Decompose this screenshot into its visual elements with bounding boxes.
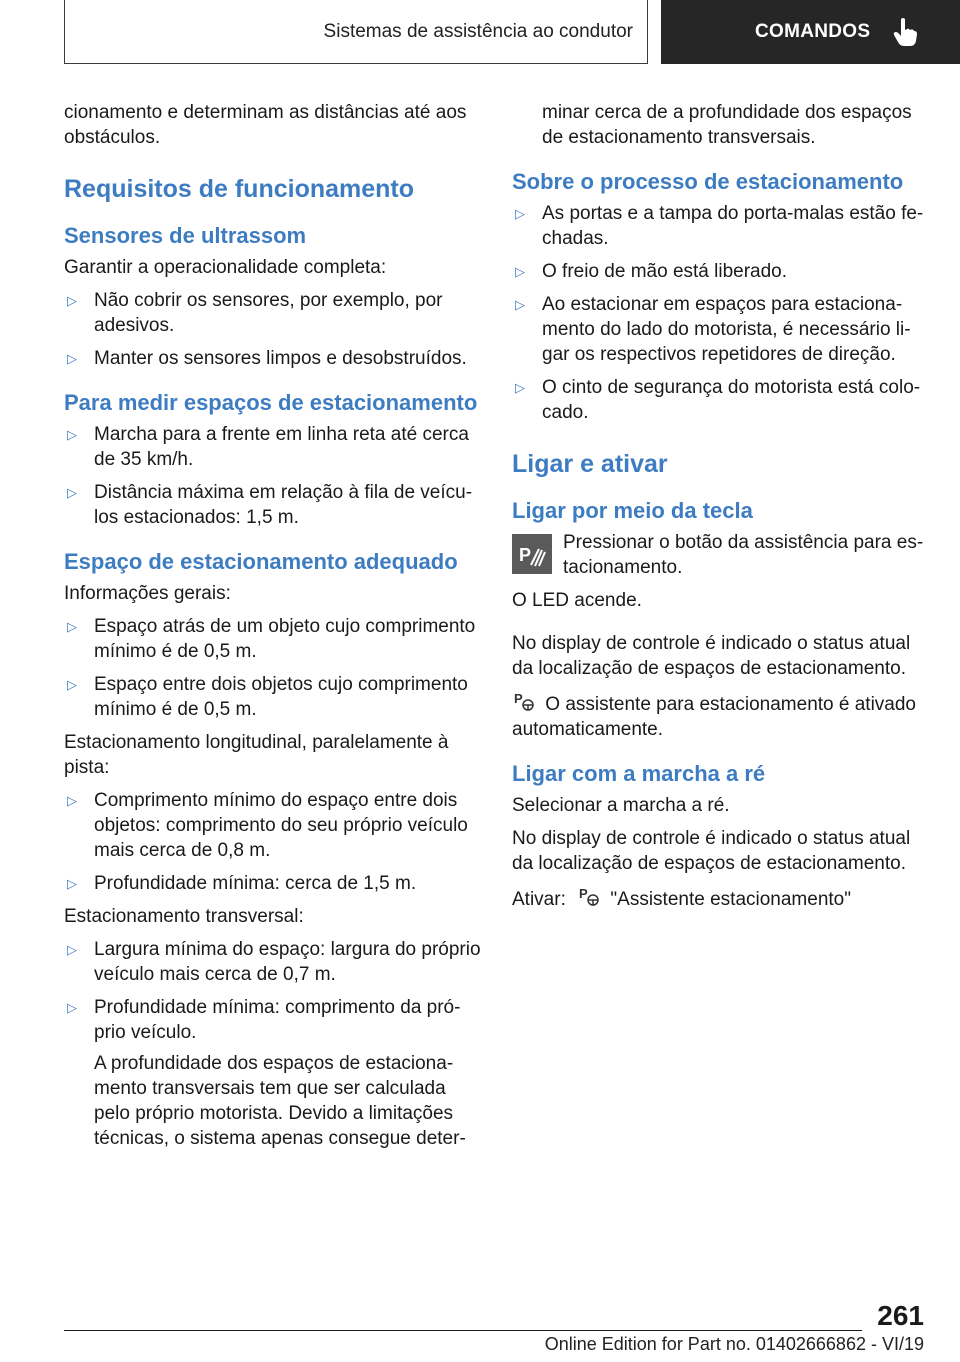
- header-chapter: [661, 0, 960, 64]
- heading-measure-spaces: Para medir espaços de estacionamento: [64, 390, 478, 415]
- activate-value: "Assistente estacionamento": [610, 889, 851, 910]
- svg-text:P: P: [519, 545, 532, 565]
- triangle-bullet-icon: ▷: [67, 793, 77, 808]
- edition-note: Online Edition for Part no. 01402666862 - VI/19: [544, 1334, 924, 1354]
- triangle-bullet-icon: ▷: [67, 876, 77, 891]
- paragraph: No display de controle é indicado o status atual da localização de espaços de estacionamento.: [512, 633, 911, 679]
- list-item: ▷ Comprimento mínimo do espaço entre dois objetos: comprimento do seu próprio veículo mais cerca de 0,8 m.: [64, 788, 484, 863]
- paragraph: Selecionar a marcha a ré.: [512, 795, 730, 816]
- list-item: ▷ Marcha para a frente em linha reta até cerca de 35 km/h.: [64, 422, 484, 472]
- activate-line: [512, 884, 927, 912]
- list-item: ▷ Largura mínima do espaço: largura do próprio veículo mais cerca de 0,7 m.: [64, 937, 484, 987]
- left-column: [64, 100, 484, 1159]
- paragraph: Pressionar o botão da assistência para es-tacionamento.: [563, 532, 924, 578]
- pointing-hand-icon: [892, 17, 918, 47]
- list-item: ▷ O cinto de segurança do motorista está colo-cado.: [512, 375, 927, 425]
- paragraph: Garantir a operacionalidade completa:: [64, 257, 387, 278]
- paragraph: cionamento e determinam as distâncias até aos obstáculos.: [64, 102, 467, 148]
- list-item: ▷ As portas e a tampa do porta-malas estão fe-chadas.: [512, 201, 927, 251]
- chapter-title: COMANDOS: [755, 21, 871, 42]
- page-number: 261: [877, 1300, 924, 1331]
- paragraph: Estacionamento longitudinal, paralelamente à pista:: [64, 732, 449, 778]
- list-item: ▷ Profundidade mínima: cerca de 1,5 m.: [64, 871, 484, 896]
- triangle-bullet-icon: ▷: [515, 206, 525, 221]
- list-item: ▷ Distância máxima em relação à fila de veícu-los estacionados: 1,5 m.: [64, 480, 484, 530]
- heading-requirements: Requisitos de funcionamento: [64, 175, 415, 203]
- triangle-bullet-icon: ▷: [67, 351, 77, 366]
- triangle-bullet-icon: ▷: [515, 297, 525, 312]
- activate-label: Ativar:: [512, 889, 566, 910]
- triangle-bullet-icon: ▷: [67, 1000, 77, 1015]
- header-section: [64, 0, 648, 64]
- paragraph: P O assistente para estacionamento é ativado automaticamente.: [512, 691, 917, 740]
- triangle-bullet-icon: ▷: [515, 264, 525, 279]
- heading-switch-on: Ligar e ativar: [512, 450, 668, 478]
- heading-suitable-space: Espaço de estacionamento adequado: [64, 549, 458, 574]
- list-item: ▷ O freio de mão está liberado.: [512, 259, 927, 284]
- triangle-bullet-icon: ▷: [67, 293, 77, 308]
- svg-text:P: P: [579, 886, 588, 901]
- paragraph: No display de controle é indicado o status atual da localização de espaços de estacionamento.: [512, 828, 911, 874]
- parking-assistant-symbol-icon: [571, 884, 605, 908]
- list-item: ▷ Espaço entre dois objetos cujo comprimento mínimo é de 0,5 m.: [64, 672, 484, 722]
- parking-assistant-symbol-icon: [512, 689, 540, 713]
- list-item: ▷ Manter os sensores limpos e desobstruídos.: [64, 346, 484, 371]
- right-column: [512, 100, 927, 920]
- paragraph: Estacionamento transversal:: [64, 906, 304, 927]
- button-instruction: [512, 530, 927, 580]
- list-note: A profundidade dos espaços de estaciona-mento transversais tem que ser calculada pelo próprio motorista. Devido a limitações técnicas, o sistema apenas consegue deter-: [94, 1053, 466, 1149]
- heading-switch-reverse: Ligar com a marcha a ré: [512, 761, 766, 786]
- triangle-bullet-icon: ▷: [67, 677, 77, 692]
- section-title: Sistemas de assistência ao condutor: [323, 20, 633, 42]
- list-item: ▷ Ao estacionar em espaços para estaciona-mento do lado do motorista, é necessário li-gar os respectivos repetidores de direção.: [512, 292, 927, 367]
- triangle-bullet-icon: ▷: [67, 942, 77, 957]
- list-item: ▷ Espaço atrás de um objeto cujo comprimento mínimo é de 0,5 m.: [64, 614, 484, 664]
- heading-ultrasound-sensors: Sensores de ultrassom: [64, 223, 307, 248]
- list-item: ▷ Não cobrir os sensores, por exemplo, por adesivos.: [64, 288, 484, 338]
- triangle-bullet-icon: ▷: [67, 485, 77, 500]
- triangle-bullet-icon: ▷: [67, 619, 77, 634]
- svg-text:P: P: [514, 691, 523, 706]
- paragraph: minar cerca de a profundidade dos espaços de estacionamento transversais.: [542, 102, 912, 148]
- triangle-bullet-icon: ▷: [67, 427, 77, 442]
- heading-parking-process: Sobre o processo de estacionamento: [512, 169, 904, 194]
- footer-divider: [64, 1330, 862, 1331]
- list-item: ▷ Profundidade mínima: comprimento da pró-prio veículo.: [64, 995, 484, 1045]
- triangle-bullet-icon: ▷: [515, 380, 525, 395]
- paragraph: Informações gerais:: [64, 583, 231, 604]
- parking-assistant-button-icon: [512, 534, 552, 574]
- heading-switch-by-button: Ligar por meio da tecla: [512, 498, 753, 523]
- paragraph: O LED acende.: [512, 590, 642, 611]
